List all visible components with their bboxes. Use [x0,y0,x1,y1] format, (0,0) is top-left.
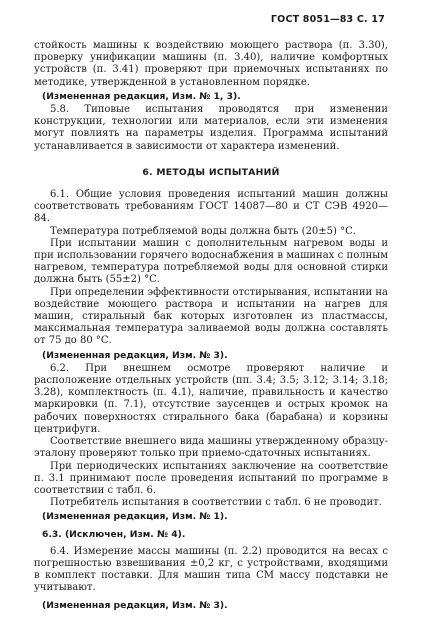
edit-note: (Измененная редакция, Изм. № 3). [42,349,228,361]
paragraph: 6.4. Измерение массы машины (п. 2.2) проводится на весах с погрешностью взвешивания ±0,2 кг, с устройствами, входящими в комплект поставки. Для машин типа СМ массу подставки не учитывают. [34,545,388,594]
edit-note: (Измененная редакция, Изм. № 1). [42,511,228,523]
edit-note: (Измененная редакция, Изм. № 1, 3). [42,90,241,102]
edit-note: 6.3. (Исключен, Изм. № 4). [42,528,186,540]
paragraph: 6.2. При внешнем осмотре проверяют наличие и расположение отдельных устройств (пп. 3.4; 3.5; 3.12; 3.14; 3.18; 3.28), комплектность (п. 4.1), наличие, правильность и качество маркировки (п. 7.1), отсутствие заусенцев и острых кромок на рабочих поверхностях стирального бака (барабана) и корзины центрифуги. [34,362,388,435]
paragraph: Потребитель испытания в соответствии с табл. 6 не проводит. [50,497,382,509]
paragraph: 5.8. Типовые испытания проводятся при изменении конструкции, технологии или материалов, если эти изменения могут повлиять на параметры изделия. Программа испытаний устанавливается в зависимости от характера изменений. [34,104,388,152]
paragraph: При периодических испытаниях заключение на соответствие п. 3.1 принимают после проведения испытаний по программе в соответствии с табл. 6. [34,460,388,496]
paragraph: Соответствие внешнего вида машины утвержденному образцу-эталону проверяют только при приемо-сдаточных испытаниях. [34,436,388,460]
paragraph: Температура потребляемой воды должна быть (20±5) °С. [50,225,356,237]
edit-note: (Измененная редакция, Изм. № 3). [42,599,228,611]
paragraph: стойкость машины к воздействию моющего раствора (п. 3.30), проверку унификации машины (п. 3.40), наличие комфортных устройств (п. 3.41) проверяют при приемочных испытаниях по методике, утвержденной в установленном порядке. [34,40,388,88]
paragraph: При определении эффективности отстирывания, испытании на воздействие моющего раствора и испытании на нагрев для машин, стиральный бак которых изготовлен из пластмассы, максимальная температура заливаемой воды должна составлять от 75 до 80 °С. [34,286,388,347]
paragraph: При испытании машин с дополнительным нагревом воды и при использовании горячего водоснабжения в машинах с полным нагревом, температура потребляемой воды для основной стирки должна быть (55±2) °С. [34,237,388,286]
section-title: 6. МЕТОДЫ ИСПЫТАНИЙ [142,166,280,178]
page-header: ГОСТ 8051—83 С. 17 [270,14,385,25]
paragraph: 6.1. Общие условия проведения испытаний машин должны соответствовать требованиям ГОСТ 14087—80 и СТ СЭВ 4920—84. [34,189,388,225]
document-body [34,40,388,613]
